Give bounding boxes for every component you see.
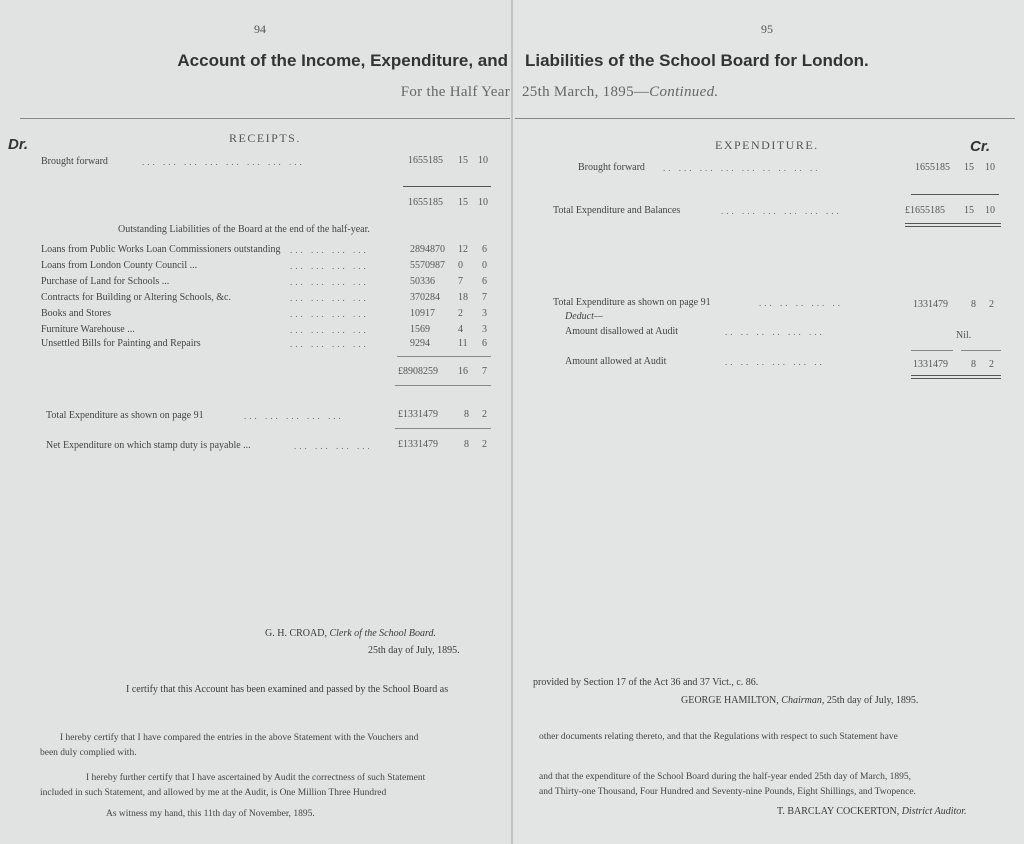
liability-pence: 6 (482, 276, 487, 287)
total-balances-pence: 10 (985, 205, 995, 216)
liability-pounds: 9294 (410, 338, 430, 349)
auditor-para2-c: and that the expenditure of the School Board during the half-year ended 25th day of March, 1895, (539, 772, 911, 782)
leader-dots: ... ... ... ... (290, 293, 369, 303)
leader-dots: ... ... ... ... (290, 261, 369, 271)
allowed-pence: 2 (989, 359, 994, 370)
leader-dots: .. .. .. .. ... ... (725, 327, 825, 337)
leader-dots: ... .. .. ... .. (759, 298, 843, 308)
provided-line: provided by Section 17 of the Act 36 and 37 Vict., c. 86. (533, 677, 759, 688)
auditor-signature (777, 806, 967, 817)
certify-line: I certify that this Account has been examined and passed by the School Board as (126, 684, 449, 695)
liability-pounds: 5570987 (410, 260, 445, 271)
liabilities-heading: Outstanding Liabilities of the Board at the end of the half-year. (118, 224, 370, 235)
page-number-right: 95 (761, 22, 773, 36)
liability-pence: 6 (482, 338, 487, 349)
net-expenditure-pence: 2 (482, 439, 487, 450)
subtitle-left: For the Half Year (400, 84, 510, 100)
brought-forward-label: Brought forward (41, 156, 108, 167)
liability-shillings: 4 (458, 324, 463, 335)
auditor-para2-d: and Thirty-one Thousand, Four Hundred and Seventy-nine Pounds, Eight Shillings, and Twopence. (539, 787, 916, 797)
total-balances-double-underline (905, 226, 1001, 227)
net-expenditure-shillings: 8 (464, 439, 469, 450)
liability-shillings: 12 (458, 244, 468, 255)
liability-pence: 3 (482, 324, 487, 335)
auditor-para1-b: been duly complied with. (40, 748, 137, 758)
liability-pence: 3 (482, 308, 487, 319)
receipts-heading: RECEIPTS. (229, 131, 301, 145)
liability-shillings: 2 (458, 308, 463, 319)
clerk-date: 25th day of July, 1895. (368, 645, 460, 656)
liability-pence: 6 (482, 244, 487, 255)
header-rule-left (20, 118, 510, 119)
clerk-name: G. H. CROAD, (265, 628, 327, 639)
brought-forward-pence: 10 (478, 155, 488, 166)
total-pence: 7 (482, 366, 487, 377)
liability-label: Contracts for Building or Altering Schools, &c. (41, 292, 231, 303)
leader-dots: ... ... ... ... (290, 339, 369, 349)
total-expenditure-label: Total Expenditure as shown on page 91 (46, 410, 204, 421)
allowed-pounds: 1331479 (913, 359, 948, 370)
total-expenditure-pence: 2 (482, 409, 487, 420)
net-expenditure-pounds: £1331479 (398, 439, 438, 450)
allowed-label: Amount allowed at Audit (565, 356, 667, 367)
subtotal-pounds: 1655185 (408, 197, 443, 208)
page-number-left: 94 (254, 22, 266, 36)
liability-pounds: 10917 (410, 308, 435, 319)
leader-dots: .. ... ... ... ... .. .. .. .. (663, 163, 821, 173)
leader-dots: ... ... ... ... ... ... ... ... (142, 157, 305, 167)
total-expenditure-pounds: £1331479 (398, 409, 438, 420)
clerk-title: Clerk of the School Board. (329, 628, 437, 639)
brought-forward-shillings: 15 (458, 155, 468, 166)
leader-dots: ... ... ... ... (290, 277, 369, 287)
liability-shillings: 18 (458, 292, 468, 303)
liability-label: Unsettled Bills for Painting and Repairs (41, 338, 201, 349)
allowed-double-underline (911, 378, 1001, 379)
total-shillings: 16 (458, 366, 468, 377)
chairman-signature (681, 695, 918, 706)
total-balances-shillings: 15 (964, 205, 974, 216)
subtitle-right-date: 25th March, 1895— (522, 84, 650, 100)
clerk-signature (265, 628, 436, 639)
liability-shillings: 0 (458, 260, 463, 271)
liability-pence: 0 (482, 260, 487, 271)
leader-dots: ... ... ... ... (290, 245, 369, 255)
chairman-date: 25th day of July, 1895. (826, 695, 919, 706)
right-subtotal-rule (911, 194, 999, 195)
liability-label: Books and Stores (41, 308, 111, 319)
subtitle-right (522, 84, 718, 101)
header-rule-right (515, 118, 1015, 119)
subtotal-rule (403, 186, 491, 187)
allowed-underline (911, 375, 1001, 376)
liability-pounds: 50336 (410, 276, 435, 287)
liability-label: Loans from London County Council ... (41, 260, 198, 271)
total-balances-underline (905, 223, 1001, 224)
disallowed-label: Amount disallowed at Audit (565, 326, 679, 337)
right-brought-forward-pence: 10 (985, 162, 995, 173)
liability-label: Furniture Warehouse ... (41, 324, 135, 335)
debit-label: Dr. (8, 136, 29, 153)
auditor-title: District Auditor. (901, 806, 967, 817)
total-expenditure-rule (395, 428, 491, 429)
subtotal-pence: 10 (478, 197, 488, 208)
allowed-shillings: 8 (971, 359, 976, 370)
total-balances-pounds: £1655185 (905, 205, 945, 216)
right-page (513, 0, 1024, 844)
brought-forward-pounds: 1655185 (408, 155, 443, 166)
total-rule (397, 356, 491, 357)
leader-dots: ... ... ... ... (290, 309, 369, 319)
liability-pence: 7 (482, 292, 487, 303)
right-brought-forward-pounds: 1655185 (915, 162, 950, 173)
disallowed-value: Nil. (956, 330, 972, 341)
right-brought-forward-shillings: 15 (964, 162, 974, 173)
liability-shillings: 11 (458, 338, 468, 349)
leader-dots: .. .. .. ... ... .. (725, 357, 825, 367)
witness-line: As witness my hand, this 11th day of November, 1895. (106, 809, 315, 819)
right-total-expenditure-shillings: 8 (971, 299, 976, 310)
leader-dots: ... ... ... ... (294, 441, 373, 451)
total-expenditure-shillings: 8 (464, 409, 469, 420)
auditor-para2-a: I hereby further certify that I have ascertained by Audit the correctness of such Statement (86, 773, 426, 783)
total-balances-label: Total Expenditure and Balances (553, 205, 681, 216)
auditor-para2-b: included in such Statement, and allowed by me at the Audit, is One Million Three Hundred (40, 788, 387, 798)
liability-pounds: 1569 (410, 324, 430, 335)
liability-pounds: 370284 (410, 292, 440, 303)
right-total-expenditure-pounds: 1331479 (913, 299, 948, 310)
net-expenditure-label: Net Expenditure on which stamp duty is payable ... (46, 440, 251, 451)
subtitle-continued: Continued. (649, 84, 719, 100)
total-underline (395, 385, 491, 386)
right-total-expenditure-pence: 2 (989, 299, 994, 310)
total-pounds: £8908259 (398, 366, 438, 377)
liability-label: Purchase of Land for Schools ... (41, 276, 170, 287)
subtotal-shillings: 15 (458, 197, 468, 208)
auditor-name: T. BARCLAY COCKERTON, (777, 806, 900, 817)
expenditure-heading: EXPENDITURE. (715, 138, 819, 152)
page-title-left: Account of the Income, Expenditure, and (177, 51, 508, 70)
auditor-para1-a: I hereby certify that I have compared the entries in the above Statement with the Vouchers and (60, 733, 419, 743)
deduct-label: Deduct— (565, 311, 603, 322)
liability-pounds: 2894870 (410, 244, 445, 255)
leader-dots: ... ... ... ... ... (244, 411, 344, 421)
leader-dots: ... ... ... ... ... ... (721, 206, 842, 216)
auditor-para1-c: other documents relating thereto, and that the Regulations with respect to such Statement have (539, 732, 898, 742)
page-title-right: Liabilities of the School Board for London. (525, 51, 869, 70)
disallowed-rule-b (961, 350, 1001, 351)
chairman-title: Chairman, (781, 695, 825, 706)
right-total-expenditure-label: Total Expenditure as shown on page 91 (553, 297, 711, 308)
liability-shillings: 7 (458, 276, 463, 287)
chairman-name: GEORGE HAMILTON, (681, 695, 779, 706)
leader-dots: ... ... ... ... (290, 325, 369, 335)
right-brought-forward-label: Brought forward (578, 162, 645, 173)
disallowed-rule-a (911, 350, 953, 351)
credit-label: Cr. (970, 138, 991, 155)
liability-label: Loans from Public Works Loan Commissioners outstanding (41, 244, 281, 255)
